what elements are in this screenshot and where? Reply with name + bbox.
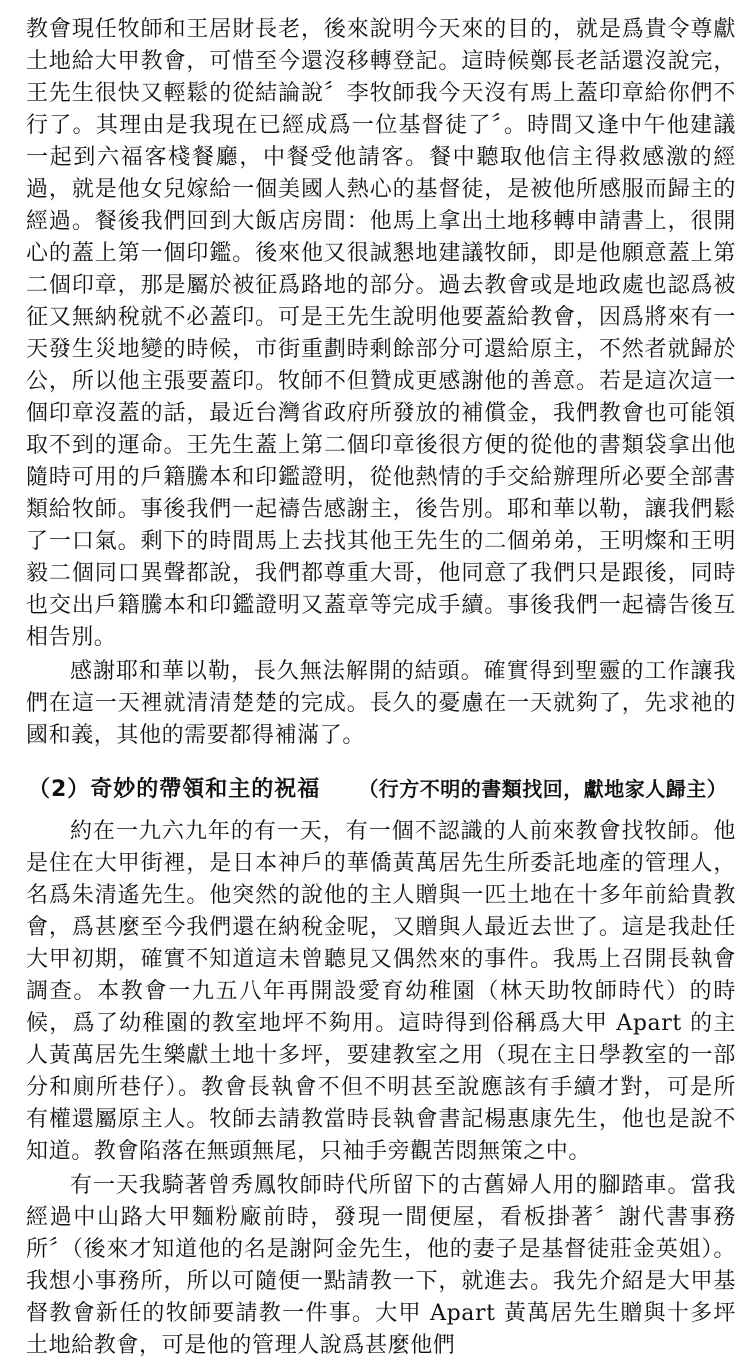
section-title: （2）奇妙的帶領和主的祝福 bbox=[28, 777, 321, 802]
body-paragraph-thanksgiving: 感謝耶和華以勒，長久無法解開的結頭。確實得到聖靈的工作讓我們在這一天裡就清清楚楚的完成。長久的憂慮在一天就夠了，先求祂的國和義，其他的需要都得補滿了。 bbox=[26, 659, 736, 748]
body-paragraph-1969-visitor: 約在一九六九年的有一天，有一個不認識的人前來教會找牧師。他是住在大甲街裡，是日本神戶的華僑黃萬居先生所委託地產的管理人，名爲朱清遙先生。他突然的說他的主人贈與一匹土地在十多年前給貴教會，爲甚麼至今我們還在納稅金呢，又贈與人最近去世了。這是我赴任大甲初期，確實不知道這未曾聽見又偶然來的事件。我馬上召開長執會調查。本教會一九五八年再開設愛育幼稚園（林天助牧師時代）的時候，爲了幼稚園的教室地坪不夠用。這時得到俗稱爲大甲 Apart 的主人黃萬居先生樂獻土地十多坪，要建教室之用（現在主日學教室的一部分和廁所巷仔）。教會長執會不但不明甚至說應該有手續才對，可是所有權還屬原主人。牧師去請教當時長執會書記楊惠康先生，他也是說不知道。教會陷落在無頭無尾，只袖手旁觀苦悶無策之中。 bbox=[26, 819, 736, 1164]
section-heading bbox=[26, 772, 736, 804]
body-paragraph-bicycle: 有一天我騎著曾秀鳳牧師時代所留下的古舊婦人用的腳踏車。當我經過中山路大甲麵粉廠前時，發現一間便屋，看板掛著〞謝代書事務所〞（後來才知道他的名是謝阿金先生，他的妻子是基督徒莊金英姐）。我想小事務所，所以可隨便一點請教一下，就進去。我先介紹是大甲基督教會新任的牧師要請教一件事。大甲 Apart 黃萬居先生贈與十多坪土地給教會，可是他的管理人說爲甚麼他們 bbox=[26, 1173, 736, 1358]
body-paragraph-continuation: 教會現任牧師和王居財長老，後來說明今天來的目的，就是爲貴令尊獻土地給大甲教會，可惜至今還沒移轉登記。這時候鄭長老話還沒說完，王先生很快又輕鬆的從結論說〞李牧師我今天沒有馬上蓋印章給你們不行了。其理由是我現在已經成爲一位基督徒了〞。時間又逢中午他建議一起到六福客棧餐廳，中餐受他請客。餐中聽取他信主得救感激的經過，就是他女兒嫁給一個美國人熱心的基督徒，是被他所感服而歸主的經過。餐後我們回到大飯店房間：他馬上拿出土地移轉申請書上，很開心的蓋上第一個印鑑。後來他又很誠懇地建議牧師，即是他願意蓋上第二個印章，那是屬於被征爲路地的部分。過去教會或是地政處也認爲被征又無納稅就不必蓋印。可是王先生說明他要蓋給教會，因爲將來有一天發生災地變的時候，市街重劃時剩餘部分可還給原主，不然者就歸於公，所以他主張要蓋印。牧師不但贊成更感謝他的善意。若是這次這一個印章沒蓋的話，最近台灣省政府所發放的補償金，我們教會也可能領取不到的運命。王先生蓋上第二個印章後很方便的從他的書類袋拿出他隨時可用的戶籍騰本和印鑑證明，從他熱情的手交給辦理所必要全部書類給牧師。事後我們一起禱告感謝主，後告別。耶和華以勒，讓我們鬆了一口氣。剩下的時間馬上去找其他王先生的二個弟弟，王明燦和王明毅二個同口異聲都說，我們都尊重大哥，他同意了我們只是跟後，同時也交出戶籍騰本和印鑑證明又蓋章等完成手續。事後我們一起禱告後互相告別。 bbox=[26, 17, 736, 650]
section-subtitle: （行方不明的書類找回，獻地家人歸主） bbox=[358, 777, 728, 801]
